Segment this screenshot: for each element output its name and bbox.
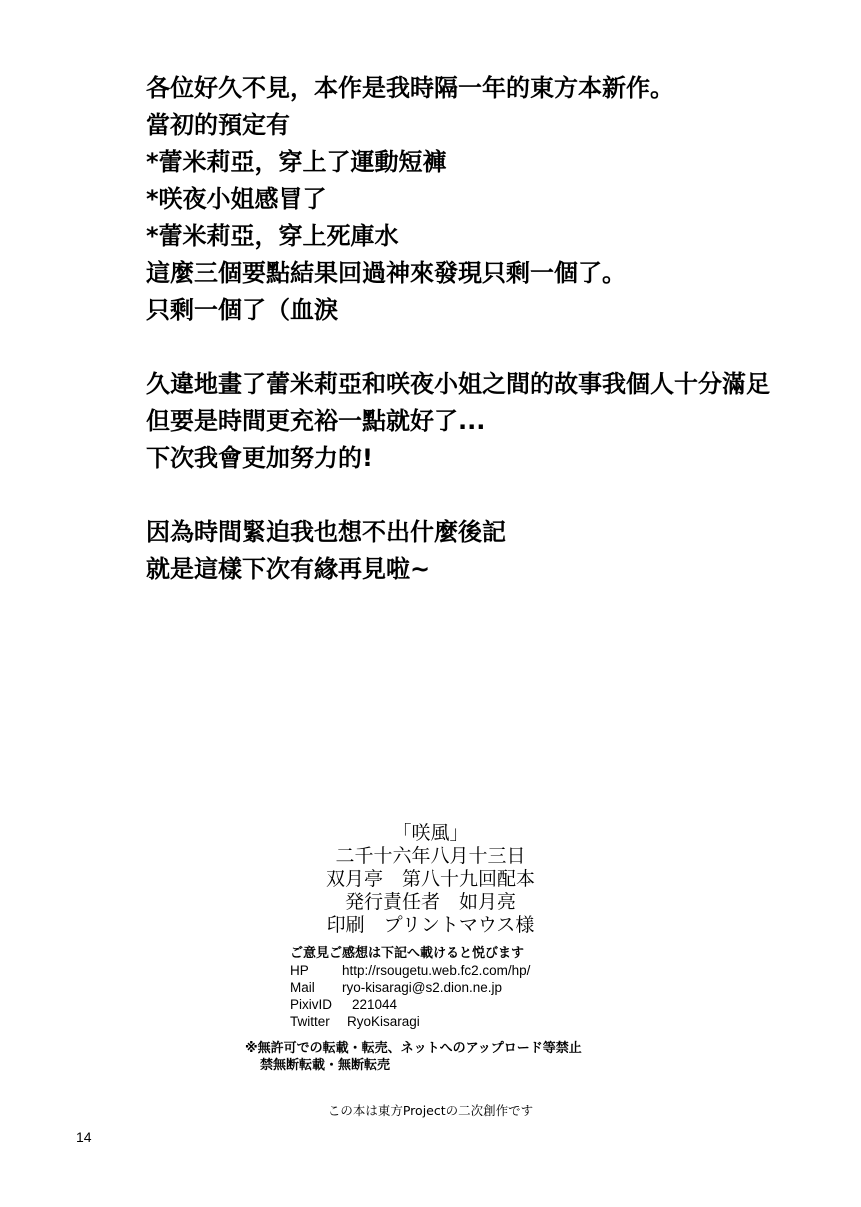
afterword-paragraph-1 [146,70,846,329]
afterword-line: *咲夜小姐感冒了 [146,185,327,213]
afterword-line: 就是這樣下次有緣再見啦~ [146,555,431,583]
afterword-line: 當初的預定有 [146,111,290,139]
afterword-line: 這麼三個要點結果回過神來發現只剩一個了。 [146,259,626,287]
twitter-handle: RyoKisaragi [347,1014,420,1029]
afterword-line: 久違地畫了蕾米莉亞和咲夜小姐之間的故事我個人十分滿足 [146,370,770,398]
notice-line: 禁無断転載・無断転売 [260,1058,391,1073]
paragraph-spacer [146,329,846,366]
copyright-notice [245,1040,582,1074]
fan-work-note: この本は東方Projectの二次創作です [327,1103,534,1118]
pixiv-id: 221044 [352,997,398,1012]
afterword-line: 下次我會更加努力的! [146,444,373,472]
contact-heading: ご意見ご感想は下記へ載けると悦びます [290,946,525,961]
afterword-line: 因為時間緊迫我也想不出什麼後記 [146,518,506,546]
contact-row-hp [290,962,530,979]
afterword-line: *蕾米莉亞，穿上了運動短褲 [146,148,447,176]
paragraph-spacer [146,477,846,514]
circle-name: 双月亭 第八十九回配本 [325,868,535,890]
contact-row-pixiv [290,996,530,1013]
afterword-paragraph-2 [146,366,846,477]
contact-label: PixivID [290,997,333,1012]
contact-label: HP [290,963,309,978]
printer-credit: 印刷 プリントマウス様 [326,914,535,936]
contact-row-twitter [290,1013,530,1030]
contact-label: Twitter [290,1014,330,1029]
afterword-line: 各位好久不見，本作是我時隔一年的東方本新作。 [146,74,674,102]
contact-row-mail [290,979,530,996]
publisher-editor: 発行責任者 如月亮 [344,891,516,913]
afterword-line: 只剩一個了（血淚 [146,296,338,324]
notice-line: ※無許可での転載・転売、ネットへのアップロード等禁止 [245,1041,582,1056]
book-title: 「咲風」 [392,822,469,844]
afterword-line: 但要是時間更充裕一點就好了... [146,407,486,435]
afterword-line: *蕾米莉亞，穿上死庫水 [146,222,399,250]
afterword-paragraph-3 [146,514,846,588]
contact-label: Mail [290,980,315,995]
contact-info [290,945,530,1030]
page-number: 14 [76,1129,92,1145]
homepage-link[interactable]: http://rsougetu.web.fc2.com/hp/ [342,963,531,978]
email-link[interactable]: ryo-kisaragi@s2.dion.ne.jp [342,980,503,995]
afterword-text [146,70,846,588]
publish-date: 二千十六年八月十三日 [335,845,526,867]
colophon [0,822,861,937]
